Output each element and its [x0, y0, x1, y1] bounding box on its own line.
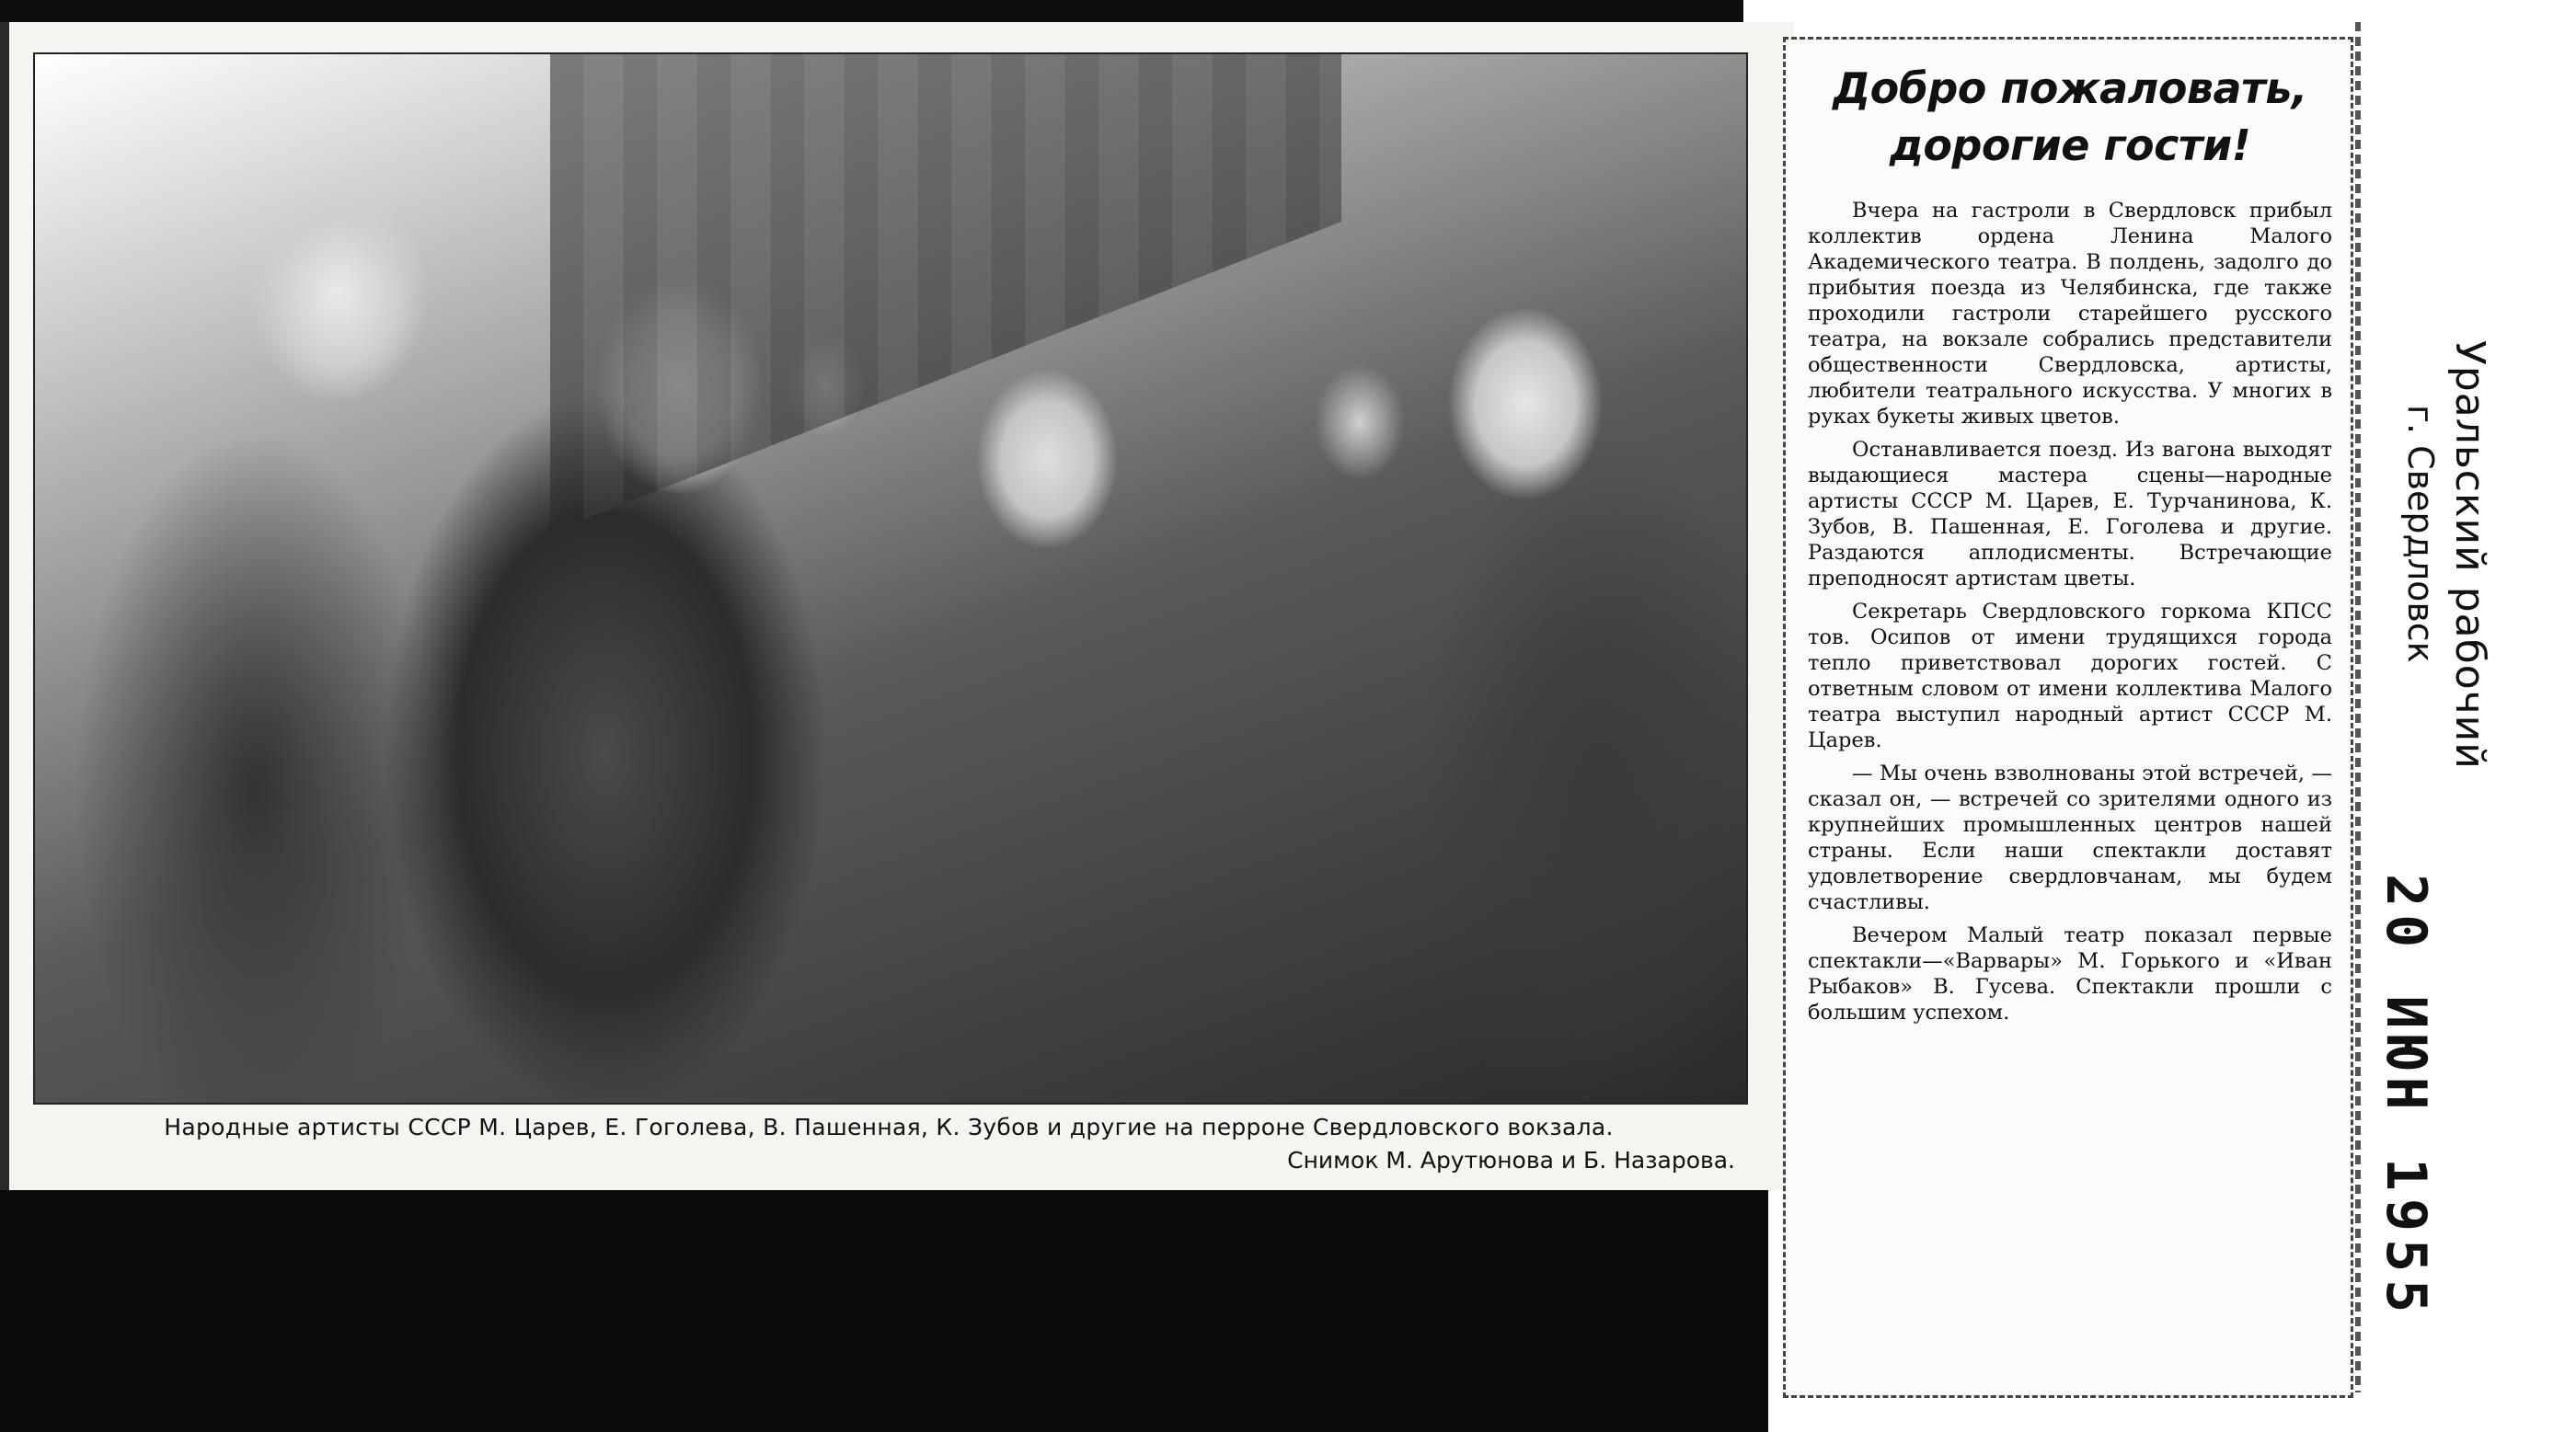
- article-paragraph: Секретарь Свердловского горкома КПСС тов. Осипов от имени трудящихся города тепло приветствовал дорогих гостей. С ответным словом от имени коллектива Малого театра выступил народный артист СССР М. Царев.: [1808, 600, 2332, 752]
- article-paragraph: Вечером Малый театр показал первые спектакли—«Варвары» М. Горького и «Иван Рыбаков» В. Гусева. Спектакли прошли с большим успехом.: [1808, 923, 2332, 1025]
- newspaper-name: Уральский рабочий: [2446, 340, 2493, 770]
- article-headline: [1808, 60, 2332, 174]
- train-carriage-shape: [550, 54, 1341, 533]
- article-paragraph: — Мы очень взволнованы этой встречей, — сказал он, — встречей со зрителями одного из крупнейших промышленных центров нашей страны. Если наши спектакли доставят удовлетворение свердловчанам, мы будем счастливы.: [1808, 762, 2332, 914]
- photo-credit: Снимок М. Арутюнова и Б. Назарова.: [1287, 1147, 1735, 1174]
- clipping-cut-edge: [2355, 22, 2361, 1392]
- scan-top-border: [0, 0, 1743, 22]
- photo-caption-main: Народные артисты СССР М. Царев, Е. Гоголева, В. Пашенная, К. Зубов и другие на перроне Свердловского вокзала.: [164, 1114, 1614, 1140]
- photo-caption: [33, 1111, 1744, 1177]
- article-paragraph: Вчера на гастроли в Свердловск прибыл коллектив ордена Ленина Малого Академического театра. В полдень, задолго до прибытия поезда из Челябинска, где также проходили гастроли старейшего русского театра, на вокзале собрались представители общественности Свердловска, артисты, любители театрального искусства. У многих в руках букеты живых цветов.: [1808, 199, 2332, 429]
- headline-line-1: Добро пожаловать,: [1833, 63, 2307, 113]
- article-paragraph: Останавливается поезд. Из вагона выходят выдающиеся мастера сцены—народные артисты СССР М. Царев, Е. Турчанинова, К. Зубов, В. Пашенная, Е. Гоголева и другие. Раздаются аплодисменты. Встречающие преподносят артистам цветы.: [1808, 438, 2332, 590]
- masthead-text: [2398, 64, 2495, 770]
- date-stamp: 20 ИЮН 1955: [2374, 874, 2438, 1321]
- article-clipping: [1783, 37, 2353, 1398]
- scan-left-border: [0, 22, 9, 1190]
- news-photo: [33, 52, 1748, 1105]
- newspaper-city: г. Свердловск: [2400, 405, 2441, 663]
- headline-line-2: дорогие гости!: [1889, 120, 2251, 170]
- scan-background-dark: [0, 1190, 1768, 1432]
